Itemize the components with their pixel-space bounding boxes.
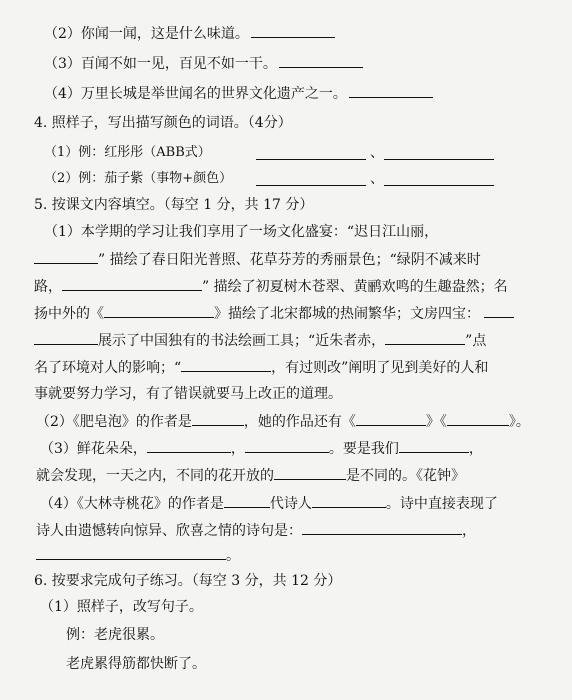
q5-p4-line1	[40, 493, 498, 513]
q5-p4-b: 代诗人	[269, 496, 312, 512]
q5-title: 5. 按课文内容填空。（每空 1 分，共 17 分）	[34, 197, 314, 213]
q5-p2-blank-work-1[interactable]	[356, 411, 426, 426]
q5-p1-line2-text: ” 描绘了春日阳光普照、花草芬芳的秀丽景色；“绿阴不减来时	[98, 252, 481, 268]
q5-p2-blank-author[interactable]	[192, 411, 244, 426]
q5-p4-blank-dynasty[interactable]	[224, 493, 270, 508]
q3-item-2-blank[interactable]	[251, 23, 335, 38]
q6-example: 例：老虎很累。	[66, 627, 164, 643]
q5-p3-blank-4[interactable]	[274, 465, 346, 480]
q4-example-2-text: （2）例：茄子紫（事物+颜色）	[44, 171, 233, 186]
q5-p3-blank-2[interactable]	[245, 438, 329, 453]
q4-example-1-text: （1）例：红彤彤（ABB式）	[44, 145, 211, 160]
q3-item-4	[44, 83, 433, 103]
q5-p4-blank-verse-2[interactable]	[36, 545, 226, 560]
q3-item-2	[44, 23, 335, 43]
q5-p2-c: 》《	[425, 414, 447, 430]
q3-item-3-blank[interactable]	[279, 53, 363, 68]
q5-p1-blank-6[interactable]	[385, 330, 465, 345]
q5-p4-blank-poet[interactable]	[312, 493, 386, 508]
q4-ex1-blank-2[interactable]	[384, 145, 494, 160]
q6-title: 6. 按要求完成句子练习。（每空 3 分，共 12 分）	[34, 573, 342, 589]
q5-p4-f: 。	[226, 548, 240, 564]
q4-ex2-sep: 、	[370, 171, 384, 187]
q5-p4-blank-verse-1[interactable]	[302, 520, 462, 535]
q5-p3-e: 就会发现，一天之内，不同的花开放的	[36, 468, 274, 484]
q5-p1-line5-b: ”点	[465, 333, 487, 349]
q5-p1-line1: （1）本学期的学习让我们享用了一场文化盛宴：“迟日江山丽，	[44, 224, 439, 240]
q5-p1-blank-2[interactable]	[62, 276, 202, 291]
q5-p4-line3	[36, 545, 240, 565]
q5-p4-e: ，	[462, 523, 476, 539]
q5-p1-line7: 事就要努力学习，有了错误就要马上改正的道理。	[34, 386, 342, 402]
q5-p4-d: 诗人由遗憾转向惊异、欣喜之情的诗句是：	[36, 523, 302, 539]
q5-p3-b: ，	[230, 441, 245, 457]
q5-p3-line2	[36, 465, 465, 485]
q6-sub-1: （1）照样子，改写句子。	[40, 599, 203, 615]
q5-p3-blank-1[interactable]	[147, 438, 231, 453]
q5-p1-line5	[34, 330, 486, 350]
q5-p1-blank-7[interactable]	[181, 357, 271, 372]
q5-p4-a: （4）《大林寺桃花》的作者是	[40, 496, 224, 512]
q3-item-2-text: （2）你闻一闻，这是什么味道。	[44, 26, 249, 42]
q5-p3-blank-3[interactable]	[399, 438, 469, 453]
q5-p4-c: 。诗中直接表现了	[385, 496, 498, 512]
q3-item-4-blank[interactable]	[349, 83, 433, 98]
q5-p1-blank-5[interactable]	[34, 330, 98, 345]
q4-ex2-blank-2[interactable]	[384, 171, 494, 186]
q5-p2	[36, 411, 530, 431]
q5-p1-line2	[34, 249, 481, 269]
q5-p1-line6-a: 名了环境对人的影响；“	[34, 360, 182, 376]
q3-item-4-text: （4）万里长城是举世闻名的世界文化遗产之一。	[44, 86, 347, 102]
q6-rewrite: 老虎累得筋都快断了。	[66, 656, 206, 672]
q5-p1-line5-a: 展示了中国独有的书法绘画工具；“近朱者赤，	[98, 333, 386, 349]
q5-p3-c: 。要是我们	[328, 441, 399, 457]
q5-p1-blank-3[interactable]	[104, 303, 214, 318]
q5-p4-line2	[36, 520, 476, 540]
q5-p2-blank-work-2[interactable]	[447, 411, 509, 426]
q5-p1-line4-b: 》描绘了北宋都城的热闹繁华；文房四宝：	[214, 306, 480, 322]
q5-p1-blank-1[interactable]	[34, 249, 98, 264]
q5-p3-f: 是不同的。《花钟》	[346, 468, 465, 484]
q3-item-3-text: （3）百闻不如一见，百见不如一干。	[44, 56, 277, 72]
q5-p1-line3-b: ” 描绘了初夏树木苍翠、黄鹂欢鸣的生趣盎然；名	[202, 279, 508, 295]
q5-p1-line6	[34, 357, 488, 377]
q5-p1-line3	[34, 276, 508, 296]
q4-example-1	[44, 143, 211, 163]
q5-p2-d: 》。	[508, 414, 530, 430]
q5-p3-d: ，	[468, 441, 483, 457]
q4-title: 4. 照样子，写出描写颜色的词语。（4分）	[34, 115, 292, 131]
q5-p1-line4	[34, 303, 514, 323]
q5-p3-line1	[40, 438, 483, 458]
q5-p2-b: ，她的作品还有《	[243, 414, 356, 430]
q5-p3-a: （3）鲜花朵朵，	[40, 441, 147, 457]
q3-item-3	[44, 53, 363, 73]
q5-p1-line6-b: ，有过则改”阐明了见到美好的人和	[271, 360, 489, 376]
q4-ex1-sep: 、	[370, 145, 384, 161]
q5-p1-line4-a: 扬中外的《	[34, 306, 104, 322]
q4-example-2	[44, 169, 232, 189]
q5-p1-line3-a: 路，	[34, 279, 62, 295]
q5-p2-a: （2）《肥皂泡》的作者是	[36, 414, 192, 430]
q4-ex1-blank-1[interactable]	[256, 145, 366, 160]
q5-p1-blank-4[interactable]	[484, 303, 514, 318]
q4-ex2-blank-1[interactable]	[256, 171, 366, 186]
